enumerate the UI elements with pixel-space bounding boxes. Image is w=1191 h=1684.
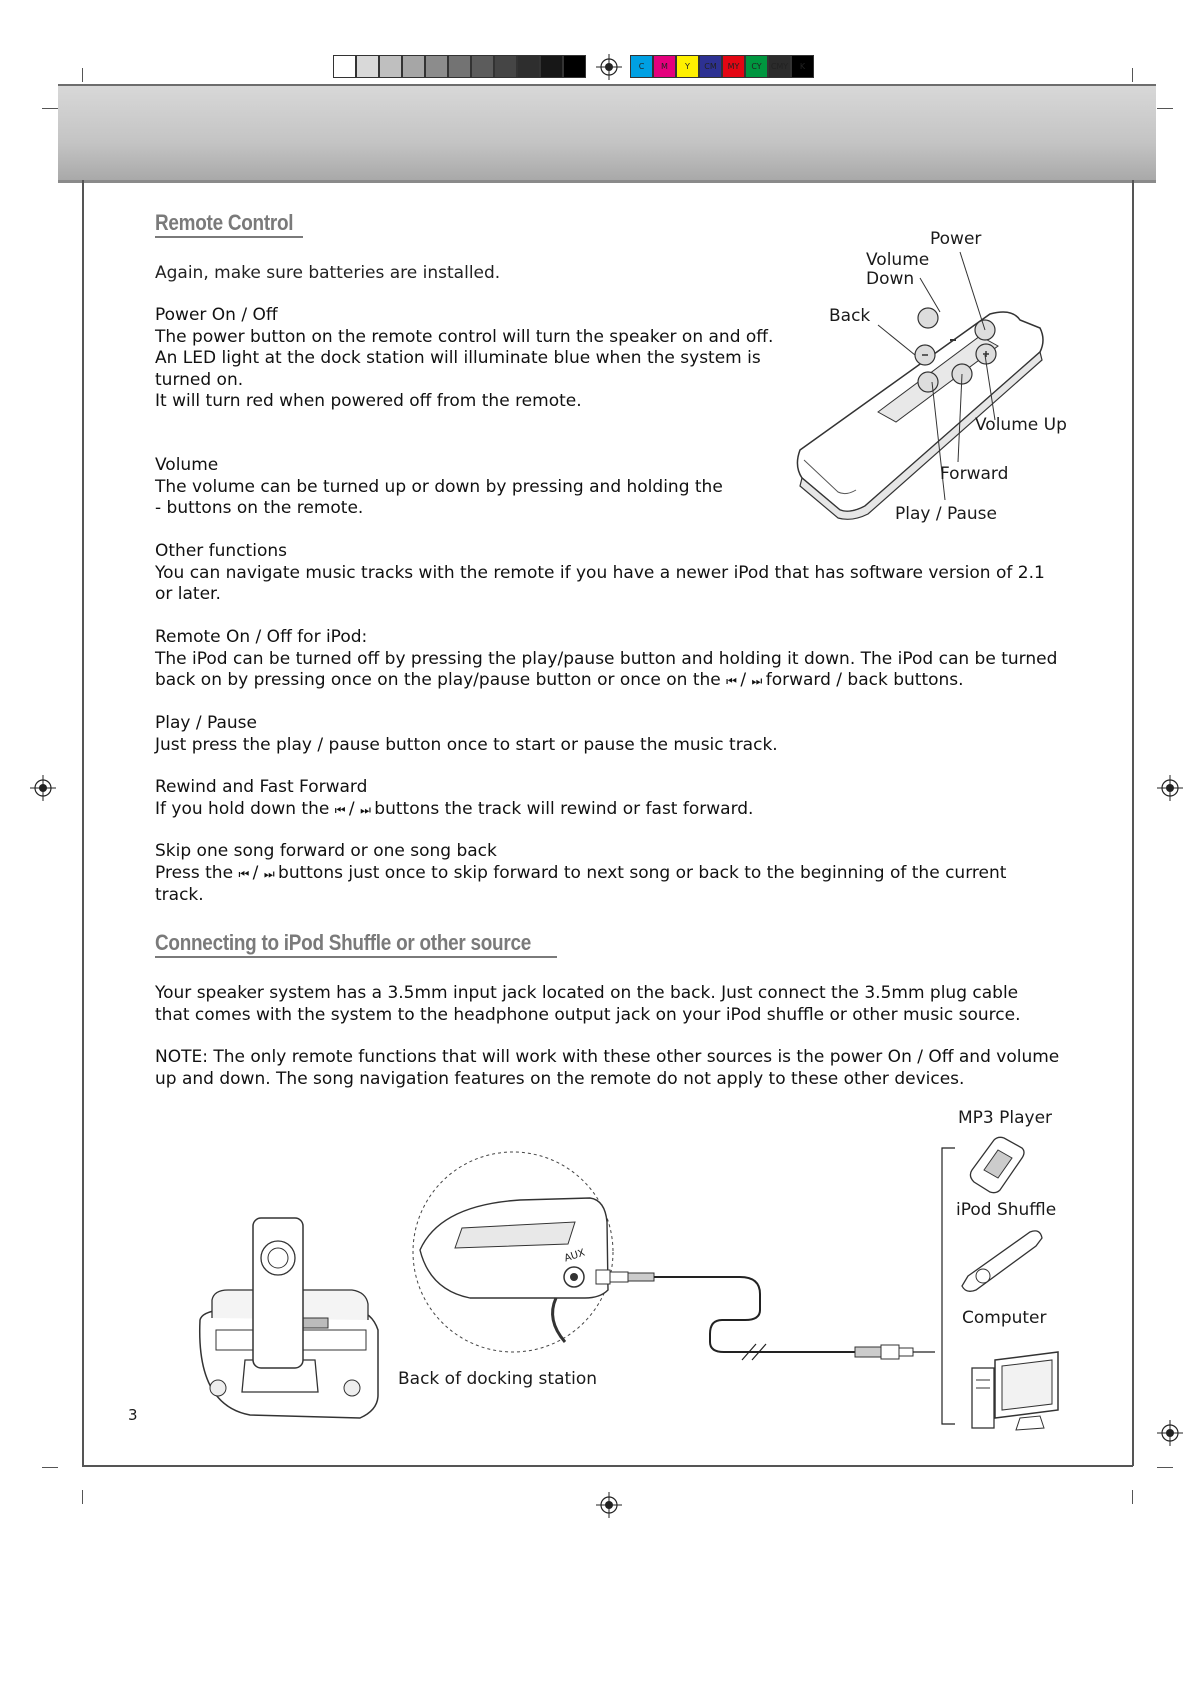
label-play-pause: Play / Pause: [895, 504, 997, 524]
skip-section: Skip one song forward or one song back Press the ⏮ / ⏭ buttons just once to skip forward to next song or back to the beginning of the current track.: [155, 841, 1075, 907]
registration-mark-left-icon: [30, 775, 56, 801]
rewind-section: Rewind and Fast Forward If you hold down the ⏮ / ⏭ buttons the track will rewind or fast forward.: [155, 777, 1075, 821]
label-power: Power: [930, 229, 982, 249]
remote-ipod-title: Remote On / Off for iPod:: [155, 627, 368, 647]
mp3-player-icon: [970, 1137, 1024, 1192]
crop-mark: [82, 1490, 83, 1504]
back-glyph-icon: ⏮: [726, 674, 735, 688]
process-swatch: C: [630, 55, 653, 78]
heading-underline: [155, 956, 557, 958]
shuffle-paragraph-2: NOTE: The only remote functions that will work with these other sources is the power On / Off and volume up and down. The song navigation features on the remote do not apply to these other devices.: [155, 1047, 1060, 1089]
label-computer: Computer: [962, 1308, 1047, 1328]
play-pause-title: Play / Pause: [155, 713, 257, 733]
page-frame-bottom: [82, 1465, 1133, 1467]
label-mp3-player: MP3 Player: [958, 1108, 1053, 1128]
other-functions-section: Other functions You can navigate music tracks with the remote if you have a newer iPod that has software version of 2.1 or later.: [155, 541, 1075, 606]
shuffle-paragraph-1: Your speaker system has a 3.5mm input jack located on the back. Just connect the 3.5mm plug cable that comes with the system to the headphone output jack on your iPod shuffle or other music source.: [155, 983, 1021, 1025]
process-swatch: Y: [676, 55, 699, 78]
play-pause-section: Play / Pause Just press the play / pause button once to start or pause the music track.: [155, 713, 1075, 756]
shuffle-section-heading: Connecting to iPod Shuffle or other source: [155, 930, 531, 955]
process-swatch: CM: [699, 55, 722, 78]
process-swatch: CY: [745, 55, 768, 78]
remote-ipod-section: Remote On / Off for iPod: The iPod can be turned off by pressing the play/pause button and holding it down. The iPod can be turned back on by pressing once on the play/pause button or once on the ⏮ / ⏭ forward / back buttons.: [155, 627, 1075, 693]
label-forward: Forward: [940, 464, 1009, 484]
process-swatch: K: [791, 55, 814, 78]
process-swatch: MY: [722, 55, 745, 78]
forward-glyph-icon: ⏭: [263, 866, 273, 881]
label-back: Back: [829, 306, 871, 326]
volume-section: Volume The volume can be turned up or down by pressing and holding the - buttons on the remote.: [155, 455, 755, 520]
power-section: Power On / Off The power button on the remote control will turn the speaker on and off. An LED light at the dock station will illuminate blue when the system is turned on. It will turn red when powered off from the remote.: [155, 305, 795, 413]
ipod-shuffle-icon: [962, 1231, 1042, 1291]
remote-control-heading: Remote Control: [155, 210, 294, 235]
power-title: Power On / Off: [155, 305, 278, 325]
registration-mark-right-icon: [1157, 775, 1183, 801]
forward-glyph-icon: ⏭: [751, 674, 761, 688]
label-volume-up: Volume Up: [975, 415, 1067, 435]
volume-title: Volume: [155, 455, 219, 475]
registration-mark-bottom-icon: [596, 1492, 622, 1518]
label-ipod-shuffle: iPod Shuffle: [956, 1200, 1057, 1220]
crop-mark: [42, 1467, 58, 1468]
remote-leader-lines: [0, 0, 1191, 600]
label-volume-down: Volume: [866, 250, 930, 270]
aux-label: AUX: [563, 1247, 587, 1265]
dock-back-closeup-icon: [420, 1198, 608, 1342]
skip-title: Skip one song forward or one song back: [155, 841, 497, 861]
docking-station-icon: [200, 1218, 378, 1418]
process-swatch: M: [653, 55, 676, 78]
label-volume-down-2: Down: [866, 269, 915, 289]
crop-mark: [1132, 1490, 1133, 1504]
other-functions-title: Other functions: [155, 541, 287, 561]
process-swatch: CMY: [768, 55, 791, 78]
intro-text: Again, make sure batteries are installed.: [155, 263, 501, 283]
crop-mark: [1157, 1467, 1173, 1468]
back-glyph-icon: ⏮: [238, 866, 248, 881]
back-glyph-icon: ⏮: [334, 802, 344, 817]
rewind-title: Rewind and Fast Forward: [155, 777, 368, 797]
computer-icon: [972, 1352, 1058, 1430]
aux-cable-icon: [596, 1270, 935, 1360]
page-number: 3: [128, 1406, 138, 1424]
forward-glyph-icon: ⏭: [360, 802, 369, 817]
label-back-of-docking-station: Back of docking station: [398, 1369, 598, 1389]
